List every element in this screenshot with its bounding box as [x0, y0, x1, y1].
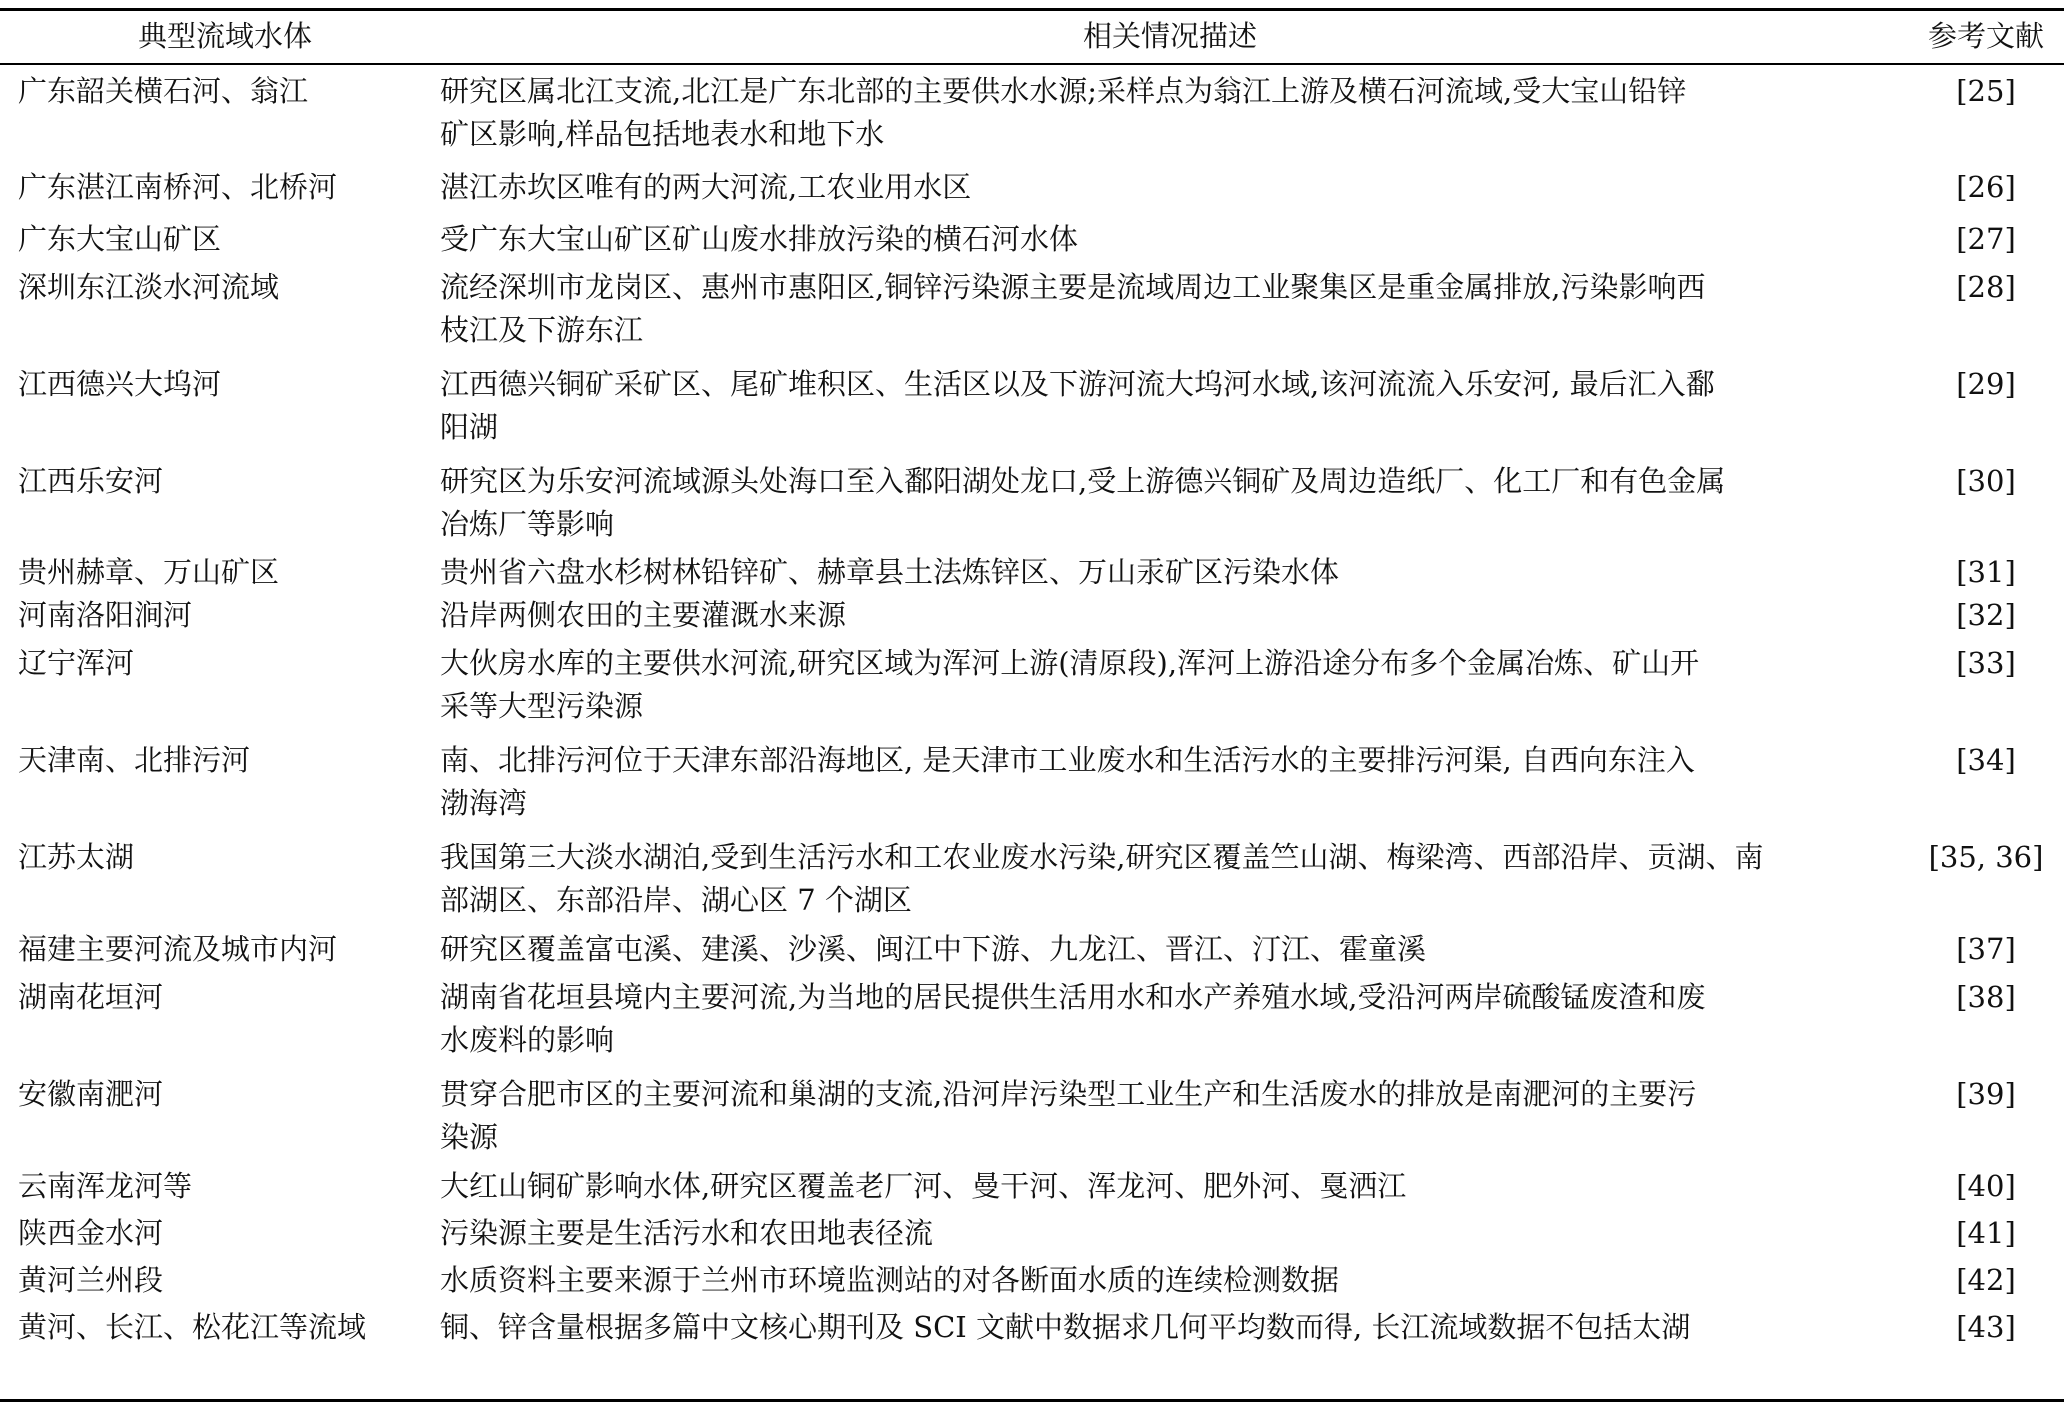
description-cell: [440, 1259, 1908, 1302]
description-line: 南、北排污河位于天津东部沿海地区, 是天津市工业废水和生活污水的主要排污河渠, 自西向东注入: [440, 743, 1695, 777]
description-cell: [440, 1306, 1908, 1349]
table-row: [0, 460, 2064, 546]
table-row: [0, 266, 2064, 352]
water-body-cell: 贵州赫章、万山矿区: [18, 555, 280, 589]
description-line: 研究区覆盖富屯溪、建溪、沙溪、闽江中下游、九龙江、晋江、汀江、霍童溪: [440, 932, 1427, 966]
description-cell: [440, 1165, 1908, 1208]
table-row: [0, 1259, 2064, 1302]
table-row: [0, 642, 2064, 728]
reference-cell: [43]: [1956, 1310, 2016, 1344]
reference-cell: [26]: [1956, 170, 2016, 204]
description-line: 江西德兴铜矿采矿区、尾矿堆积区、生活区以及下游河流大坞河水域,该河流流入乐安河, 最后汇入鄱: [440, 367, 1715, 401]
water-body-cell: 福建主要河流及城市内河: [18, 932, 338, 966]
table-row: [0, 166, 2064, 209]
description-line: 流经深圳市龙岗区、惠州市惠阳区,铜锌污染源主要是流域周边工业聚集区是重金属排放,污染影响西: [440, 270, 1706, 304]
water-body-cell: 广东韶关横石河、翁江: [18, 74, 309, 108]
water-body-cell: 黄河兰州段: [18, 1263, 164, 1297]
description-cell: [440, 460, 1908, 546]
description-cell: [440, 218, 1908, 261]
reference-cell: [30]: [1956, 464, 2016, 498]
reference-cell: [25]: [1956, 74, 2016, 108]
table-row: [0, 594, 2064, 637]
water-body-cell: 江西乐安河: [18, 464, 164, 498]
description-line: 渤海湾: [440, 786, 528, 820]
description-line: 大伙房水库的主要供水河流,研究区域为浑河上游(清原段),浑河上游沿途分布多个金属冶炼、矿山开: [440, 646, 1700, 680]
description-cell: [440, 976, 1908, 1062]
water-body-cell: 云南浑龙河等: [18, 1169, 193, 1203]
table-row: [0, 551, 2064, 594]
description-line: 研究区为乐安河流域源头处海口至入鄱阳湖处龙口,受上游德兴铜矿及周边造纸厂、化工厂和有色金属: [440, 464, 1726, 498]
description-line: 贵州省六盘水杉树林铅锌矿、赫章县土法炼锌区、万山汞矿区污染水体: [440, 555, 1340, 589]
water-body-cell: 天津南、北排污河: [18, 743, 251, 777]
description-cell: [440, 739, 1908, 825]
table-row: [0, 976, 2064, 1062]
header-reference: 参考文献: [1927, 19, 2044, 53]
water-body-cell: 黄河、长江、松花江等流域: [18, 1310, 367, 1344]
description-cell: [440, 1073, 1908, 1159]
description-cell: [440, 363, 1908, 449]
description-cell: [440, 70, 1908, 156]
description-line: 染源: [440, 1120, 499, 1154]
reference-cell: [34]: [1956, 743, 2016, 777]
water-body-cell: 广东大宝山矿区: [18, 222, 222, 256]
water-body-cell: 江苏太湖: [18, 840, 135, 874]
header-water-body: 典型流域水体: [137, 19, 312, 53]
table-row: [0, 363, 2064, 449]
water-body-cell: 辽宁浑河: [18, 646, 135, 680]
description-line: 矿区影响,样品包括地表水和地下水: [440, 117, 885, 151]
reference-cell: [31]: [1956, 555, 2016, 589]
table-row: [0, 1212, 2064, 1255]
water-body-cell: 河南洛阳涧河: [18, 598, 193, 632]
table-header-rule: [0, 63, 2064, 65]
water-body-cell: 江西德兴大坞河: [18, 367, 222, 401]
description-line: 湛江赤坎区唯有的两大河流,工农业用水区: [440, 170, 972, 204]
description-line: 沿岸两侧农田的主要灌溉水来源: [440, 598, 847, 632]
reference-cell: [37]: [1956, 932, 2016, 966]
reference-cell: [42]: [1956, 1263, 2016, 1297]
description-cell: [440, 551, 1908, 594]
table-row: [0, 1165, 2064, 1208]
table-row: [0, 1306, 2064, 1349]
description-line: 研究区属北江支流,北江是广东北部的主要供水水源;采样点为翁江上游及横石河流域,受大宝山铅锌: [440, 74, 1687, 108]
table-body: [0, 70, 2064, 1349]
reference-cell: [32]: [1956, 598, 2016, 632]
reference-cell: [29]: [1956, 367, 2016, 401]
reference-cell: [40]: [1956, 1169, 2016, 1203]
reference-cell: [27]: [1956, 222, 2016, 256]
reference-cell: [33]: [1956, 646, 2016, 680]
description-cell: [440, 836, 1908, 922]
description-line: 大红山铜矿影响水体,研究区覆盖老厂河、曼干河、浑龙河、肥外河、戛洒江: [440, 1169, 1407, 1203]
table-row: [0, 836, 2064, 922]
description-cell: [440, 166, 1908, 209]
table-row: [0, 1073, 2064, 1159]
table-row: [0, 218, 2064, 261]
reference-cell: [28]: [1956, 270, 2016, 304]
table-row: [0, 70, 2064, 156]
table-bottom-rule: [0, 1399, 2064, 1402]
reference-cell: [39]: [1956, 1077, 2016, 1111]
description-line: 我国第三大淡水湖泊,受到生活污水和工农业废水污染,研究区覆盖竺山湖、梅梁湾、西部沿岸、贡湖、南: [440, 840, 1764, 874]
water-body-cell: 深圳东江淡水河流域: [18, 270, 280, 304]
reference-cell: [38]: [1956, 980, 2016, 1014]
description-cell: [440, 928, 1908, 971]
description-cell: [440, 594, 1908, 637]
description-cell: [440, 1212, 1908, 1255]
header-description: 相关情况描述: [1082, 19, 1257, 53]
description-line: 贯穿合肥市区的主要河流和巢湖的支流,沿河岸污染型工业生产和生活废水的排放是南淝河的主要污: [440, 1077, 1697, 1111]
description-line: 铜、锌含量根据多篇中文核心期刊及 SCI 文献中数据求几何平均数而得, 长江流域数据不包括太湖: [440, 1310, 1691, 1344]
description-line: 枝江及下游东江: [440, 313, 644, 347]
water-body-cell: 湖南花垣河: [18, 980, 164, 1014]
reference-cell: [41]: [1956, 1216, 2016, 1250]
description-line: 湖南省花垣县境内主要河流,为当地的居民提供生活用水和水产养殖水域,受沿河两岸硫酸锰废渣和废: [440, 980, 1706, 1014]
table-row: [0, 739, 2064, 825]
description-line: 冶炼厂等影响: [440, 507, 615, 541]
description-cell: [440, 266, 1908, 352]
water-body-cell: 陕西金水河: [18, 1216, 164, 1250]
description-line: 采等大型污染源: [440, 689, 644, 723]
description-line: 污染源主要是生活污水和农田地表径流: [440, 1216, 934, 1250]
water-body-cell: 安徽南淝河: [18, 1077, 164, 1111]
reference-cell: [35, 36]: [1928, 840, 2044, 874]
description-line: 部湖区、东部沿岸、湖心区 7 个湖区: [440, 883, 912, 917]
table-row: [0, 928, 2064, 971]
description-line: 水质资料主要来源于兰州市环境监测站的对各断面水质的连续检测数据: [440, 1263, 1340, 1297]
description-cell: [440, 642, 1908, 728]
description-line: 阳湖: [440, 410, 499, 444]
description-line: 受广东大宝山矿区矿山废水排放污染的横石河水体: [440, 222, 1079, 256]
water-body-cell: 广东湛江南桥河、北桥河: [18, 170, 338, 204]
description-line: 水废料的影响: [440, 1023, 615, 1057]
